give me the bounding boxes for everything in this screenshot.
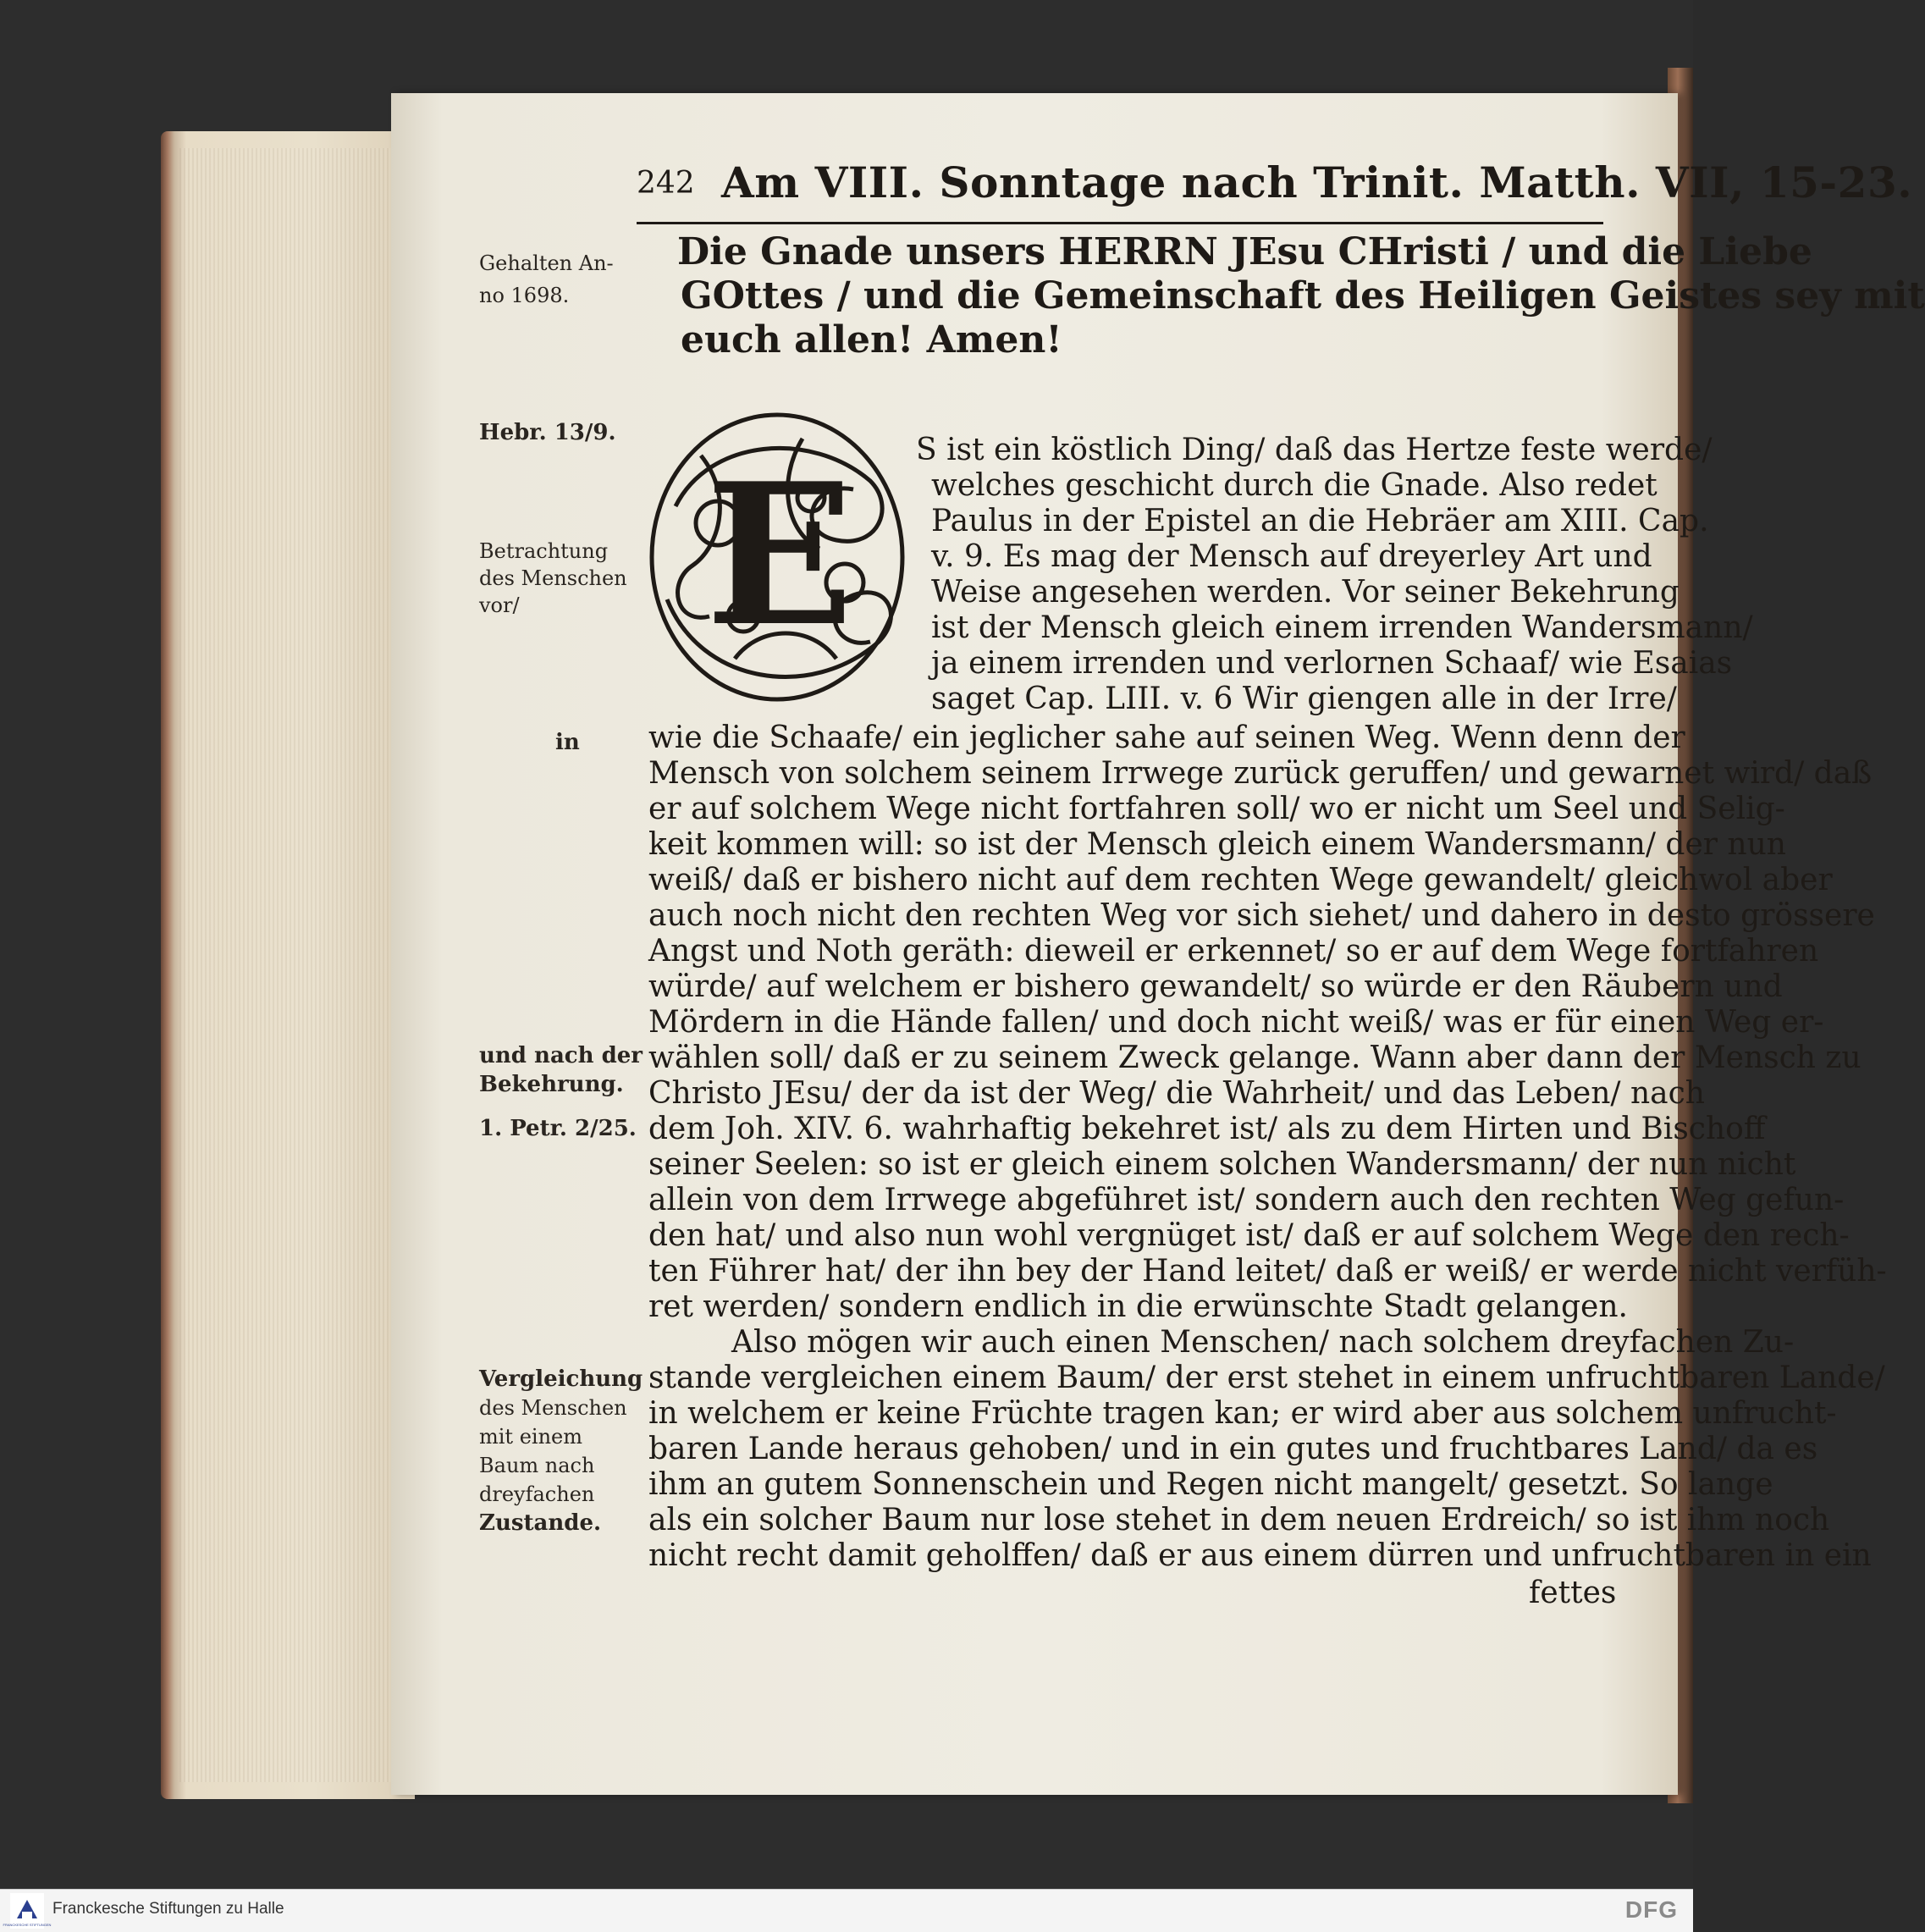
margin-note-hebr-ref: Hebr. 13/9. [479,420,616,445]
margin-note-petr-ref: 1. Petr. 2/25. [479,1116,637,1141]
margin-note-in: in [555,730,580,755]
running-title: Am VIII. Sonntage nach Trinit. Matth. VII, 15-23. [721,157,1913,207]
decorated-initial-e [642,405,918,715]
body-line: allein von dem Irrwege abgeführet ist/ sondern auch den rechten Weg gefun- [648,1183,1845,1217]
body-line: er auf solchem Wege nicht fortfahren soll/ wo er nicht um Seel und Selig- [648,792,1785,826]
margin-note-held: Gehalten An- [479,251,614,275]
viewer-footer [0,1889,1693,1932]
body-line: ten Führer hat/ der ihn bey der Hand leitet/ daß er weiß/ er werde nicht verfüh- [648,1254,1887,1289]
page-number: 242 [637,166,695,201]
body-line: v. 9. Es mag der Mensch auf dreyerley Art und [931,539,1652,574]
body-line: Paulus in der Epistel an die Hebräer am XIII. Cap. [931,504,1709,538]
body-line: nicht recht damit geholffen/ daß er aus einem dürren und unfruchtbaren in ein [648,1538,1872,1573]
svg-text:E: E [705,441,854,670]
margin-note-comparison: dreyfachen [479,1482,595,1506]
body-line: Christo JEsu/ der da ist der Weg/ die Wahrheit/ und das Leben/ nach [648,1076,1705,1111]
body-line: S ist ein köstlich Ding/ daß das Hertze feste werde/ [916,433,1713,467]
body-line: Mensch von solchem seinem Irrwege zurück geruffen/ und gewarnet wird/ daß [648,756,1873,791]
body-line: Angst und Noth geräth: dieweil er erkennet/ so er auf dem Wege fortfahren [648,934,1819,969]
margin-note-consideration: vor/ [479,593,520,617]
body-line: auch noch nicht den rechten Weg vor sich siehet/ und dahero in desto grössere [648,898,1875,933]
salutation-line: GOttes / und die Gemeinschaft des Heiligen Geistes sey mit [681,274,1925,317]
salutation-line: euch allen! Amen! [681,318,1062,362]
book-page-edges [161,131,415,1799]
body-line: den hat/ und also nun wohl vergnüget ist/ daß er auf solchem Wege den rech- [648,1218,1850,1253]
salutation-line: Die Gnade unsers HERRN JEsu CHristi / und die Liebe [677,230,1812,273]
margin-note-after: Bekehrung. [479,1072,624,1097]
margin-note-comparison: Vergleichung [479,1366,643,1392]
body-line: würde/ auf welchem er bishero gewandelt/ so würde er den Räubern und [648,969,1783,1004]
body-line: saget Cap. LIII. v. 6 Wir giengen alle in der Irre/ [931,682,1677,716]
body-line: wählen soll/ daß er zu seinem Zweck gelange. Wann aber dann der Mensch zu [648,1041,1862,1075]
body-line: weiß/ daß er bishero nicht auf dem rechten Wege gewandelt/ gleichwol aber [648,863,1833,897]
margin-note-comparison: Zustande. [479,1510,602,1536]
body-line: ist der Mensch gleich einem irrenden Wandersmann/ [931,610,1753,645]
body-line: ret werden/ sondern endlich in die erwünschte Stadt gelangen. [648,1289,1628,1324]
body-line: wie die Schaafe/ ein jeglicher sahe auf seinen Weg. Wenn denn der [648,720,1685,755]
dfg-logo[interactable]: DFG [1624,1896,1678,1923]
body-line: Also mögen wir auch einen Menschen/ nach solchem dreyfachen Zu- [731,1325,1795,1360]
margin-note-comparison: mit einem [479,1425,583,1449]
margin-note-comparison: des Menschen [479,1396,627,1420]
body-line: als ein solcher Baum nur lose stehet in dem neuen Erdreich/ so ist ihm noch [648,1503,1830,1537]
body-line: keit kommen will: so ist der Mensch gleich einem Wandersmann/ der nun [648,827,1786,862]
margin-note-held: no 1698. [479,284,570,307]
body-line: Weise angesehen werden. Vor seiner Bekehrung [931,575,1680,610]
header-rule [637,222,1603,224]
margin-note-after: und nach der [479,1043,643,1068]
body-line: ja einem irrenden und verlornen Schaaf/ wie Esaias [931,646,1733,681]
body-line: dem Joh. XIV. 6. wahrhaftig bekehret ist/ als zu dem Hirten und Bischoff [648,1112,1766,1146]
body-line: seiner Seelen: so ist er gleich einem solchen Wandersmann/ der nun nicht [648,1147,1796,1182]
institution-logo-icon[interactable] [3,1893,52,1929]
margin-note-consideration: Betrachtung [479,539,609,563]
body-line: ihm an gutem Sonnenschein und Regen nicht mangelt/ gesetzt. So lange [648,1467,1773,1502]
catchword: fettes [1529,1576,1617,1610]
body-line: baren Lande heraus gehoben/ und in ein gutes und fruchtbares Land/ da es [648,1432,1818,1466]
body-line: stande vergleichen einem Baum/ der erst stehet in einem unfruchtbaren Lande/ [648,1361,1885,1395]
svg-text:FRANCKESCHE STIFTUNGEN: FRANCKESCHE STIFTUNGEN [3,1923,52,1927]
body-line: Mördern in die Hände fallen/ und doch nicht weiß/ was er für einen Weg er- [648,1005,1824,1040]
institution-name[interactable]: Franckesche Stiftungen zu Halle [52,1900,284,1918]
body-line: in welchem er keine Früchte tragen kan; er wird aber aus solchem unfrucht- [648,1396,1837,1431]
margin-note-comparison: Baum nach [479,1454,595,1477]
body-line: welches geschicht durch die Gnade. Also redet [931,468,1657,503]
margin-note-consideration: des Menschen [479,566,627,590]
